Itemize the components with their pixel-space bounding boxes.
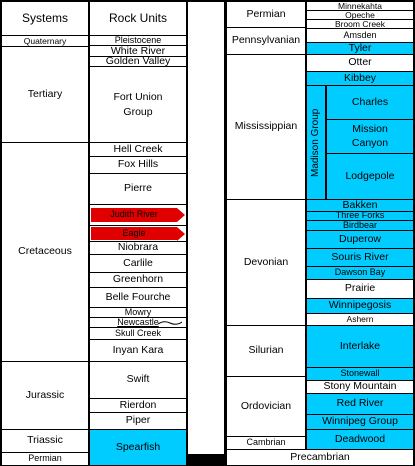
unit-interlake: Interlake [307, 326, 413, 367]
unit-rierdon: Rierdon [90, 399, 186, 412]
system-devonian: Devonian [227, 200, 305, 325]
system-tertiary: Tertiary [2, 47, 88, 142]
unit-opeche: Opeche [307, 11, 413, 19]
judith-river-arrow [177, 208, 185, 222]
unit-swift: Swift [90, 362, 186, 398]
unit-duperow: Duperow [307, 231, 413, 248]
unit-pierre: Pierre [90, 174, 186, 204]
system-permian-right: Permian [227, 2, 305, 27]
unit-mission-canyon [327, 120, 413, 153]
system-permian-left: Permian [2, 453, 88, 465]
system-cretaceous: Cretaceous [2, 143, 88, 361]
unit-mowry: Mowry [90, 308, 186, 317]
system-mississippian: Mississippian [227, 55, 305, 199]
unit-newcastle-label: Newcastle [117, 318, 159, 327]
unit-belle-fourche: Belle Fourche [90, 288, 186, 307]
unit-white-river: White River [90, 46, 186, 56]
header-rock-units: Rock Units [90, 2, 186, 35]
unit-niobrara: Niobrara [90, 242, 186, 254]
blank-spacer-column [188, 2, 224, 454]
unit-prairie: Prairie [307, 280, 413, 298]
unit-golden-valley: Golden Valley [90, 57, 186, 66]
unit-souris-river: Souris River [307, 249, 413, 266]
unit-kibbey: Kibbey [307, 72, 413, 85]
madison-group: Madison Group [307, 86, 325, 199]
unit-hell-creek: Hell Creek [90, 143, 186, 156]
unit-amsden: Amsden [307, 29, 413, 42]
system-precambrian: Precambrian [227, 450, 413, 465]
unit-broom-creek: Broom Creek [307, 20, 413, 28]
eagle-arrow [177, 227, 185, 241]
unit-minnekahta: Minnekahta [307, 2, 413, 10]
unit-newcastle [90, 318, 186, 327]
system-pennsylvanian: Pennsylvanian [227, 28, 305, 54]
unit-fort-union [90, 67, 186, 142]
unit-carlile: Carlile [90, 255, 186, 272]
unit-ashern: Ashern [307, 314, 413, 325]
unit-tyler: Tyler [307, 43, 413, 54]
unit-fox-hills: Fox Hills [90, 157, 186, 173]
unit-deadwood: Deadwood [307, 430, 413, 449]
unit-charles: Charles [327, 86, 413, 119]
unit-piper: Piper [90, 413, 186, 429]
system-silurian: Silurian [227, 326, 305, 376]
unit-stony-mountain: Stony Mountain [307, 381, 413, 393]
system-triassic: Triassic [2, 430, 88, 452]
unit-birdbear: Birdbear [307, 221, 413, 230]
system-cambrian: Cambrian [227, 437, 305, 449]
system-ordovician: Ordovician [227, 377, 305, 436]
header-systems: Systems [2, 2, 88, 35]
unit-pleistocene: Pleistocene [90, 36, 186, 45]
unit-inyan-kara: Inyan Kara [90, 340, 186, 361]
unit-mission-canyon-label: Mission Canyon [351, 123, 389, 149]
unit-lodgepole: Lodgepole [327, 154, 413, 199]
unit-greenhorn: Greenhorn [90, 273, 186, 287]
unit-stonewall: Stonewall [307, 368, 413, 380]
unit-dawson-bay: Dawson Bay [307, 267, 413, 279]
unit-red-river: Red River [307, 394, 413, 414]
unit-bakken: Bakken [307, 200, 413, 211]
unit-fort-union-label: Fort Union Group [113, 90, 163, 118]
system-quaternary: Quaternary [2, 36, 88, 46]
unit-spearfish: Spearfish [90, 430, 186, 465]
unit-eagle: Eagle [91, 227, 177, 240]
unit-winnipeg-group: Winnipeg Group [307, 415, 413, 429]
unit-judith-river: Judith River [91, 208, 177, 222]
system-jurassic: Jurassic [2, 362, 88, 429]
unit-skull-creek: Skull Creek [90, 328, 186, 339]
unconformity-line [158, 318, 182, 327]
unit-winnipegosis: Winnipegosis [307, 299, 413, 313]
unit-three-forks: Three Forks [307, 212, 413, 220]
unit-otter: Otter [307, 55, 413, 71]
